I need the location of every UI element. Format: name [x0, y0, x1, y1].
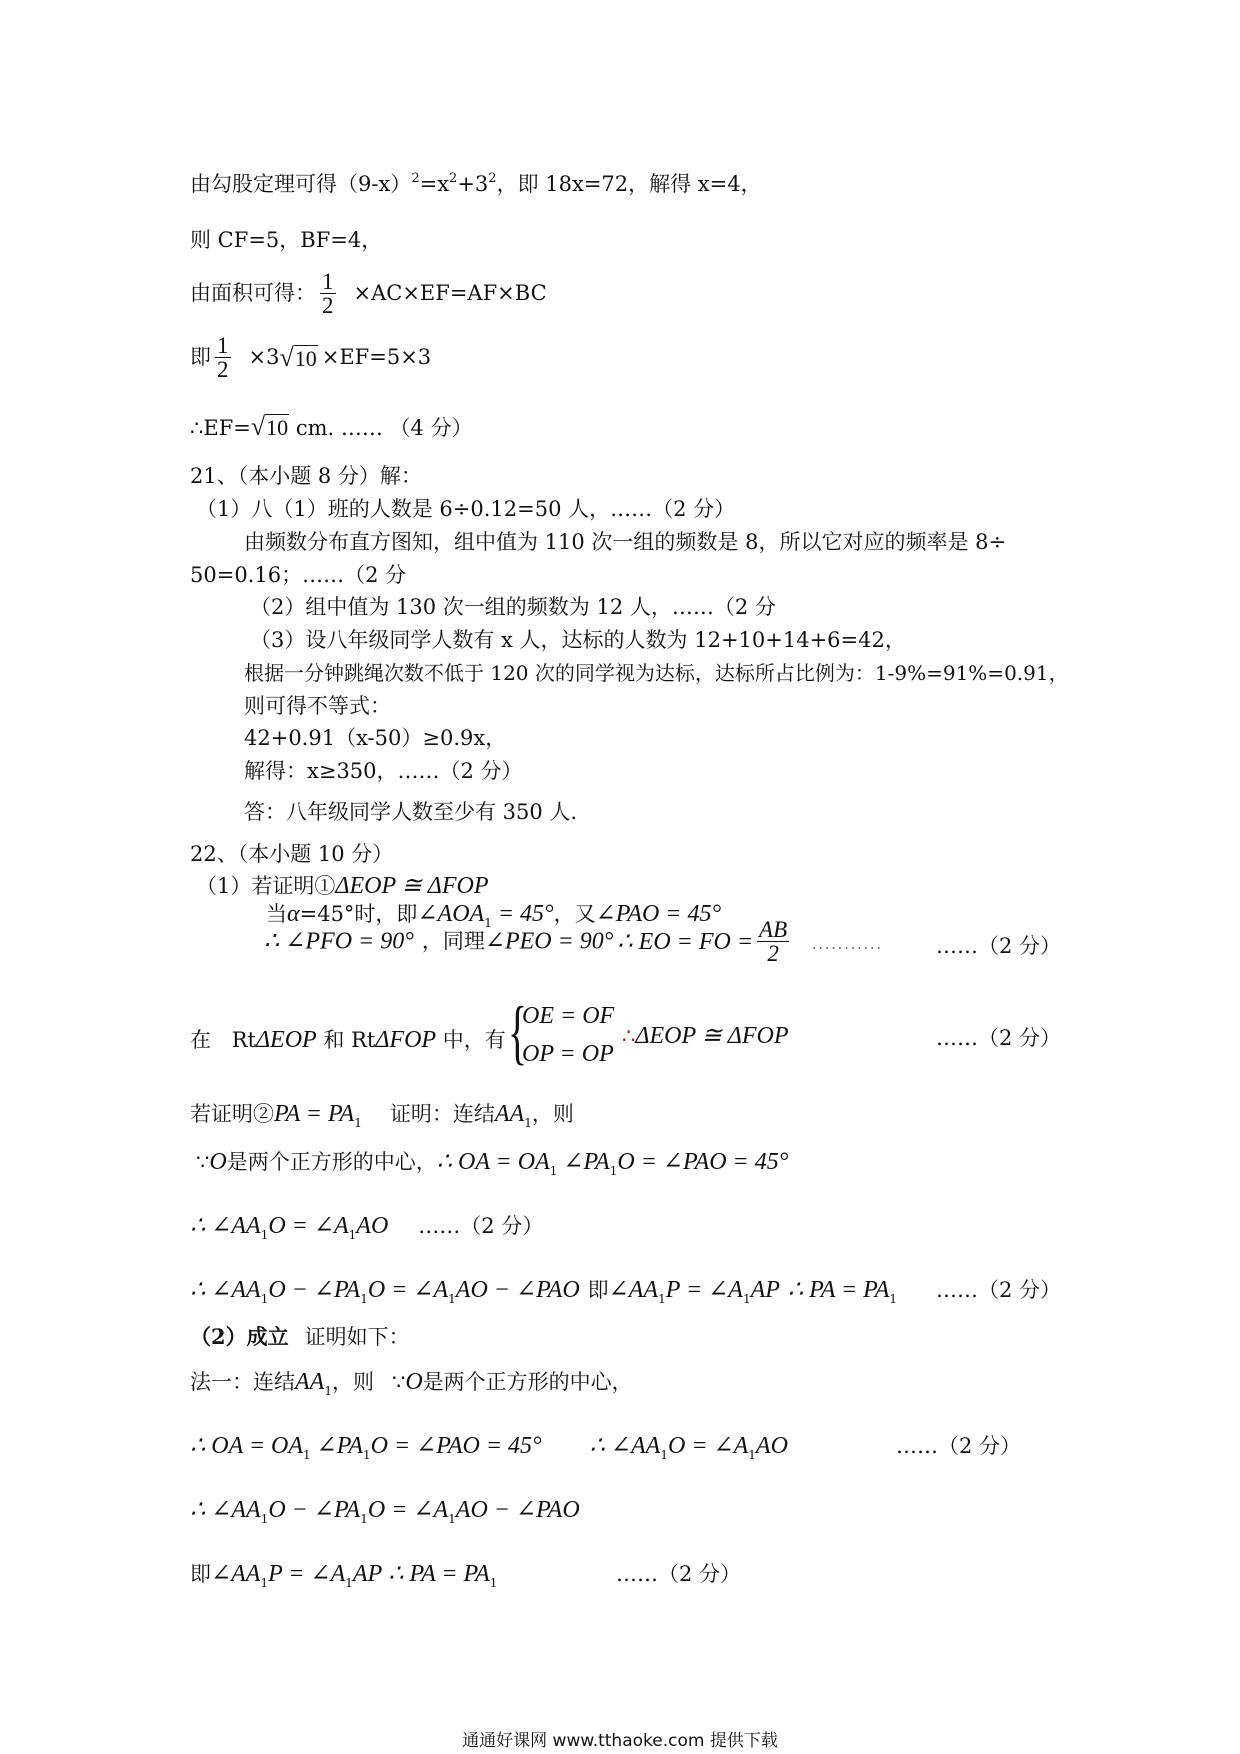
q22-proof2-title: 若证明②PA = $PA_1$ 证明：连结$AA_1$，则	[190, 1101, 574, 1130]
q21-part3-line2: 根据一分钟跳绳次数不低于 120 次的同学视为达标，达标所占比例为：1-9%=91%=0.91，	[244, 661, 1069, 685]
ef-result-line: ∴EF=√10 cm. …… （4 分）	[190, 412, 473, 441]
system-eq-2: OP = OP	[522, 1041, 614, 1067]
method1-line: 法一：连结$AA_1$，则 ∵O是两个正方形的中心，	[190, 1369, 633, 1398]
cf-bf-line: 则 CF=5，BF=4，	[190, 228, 383, 252]
q21-part3-line3: 则可得不等式：	[244, 694, 391, 718]
q22-rt-line-prefix: 在 RtΔEOP 和 RtΔFOP 中，有	[190, 1027, 506, 1053]
congruence-conclusion: ∴ΔEOP ≅ ΔFOP	[622, 1023, 789, 1049]
q22-alpha-line: 当α=45°时，即$\angle AOA_1 = 45^\circ$，又∠PAO = 45°	[266, 901, 722, 930]
area-line: 由面积可得： $\frac{1}{2}$ ×AC×EF=AF×BC	[190, 269, 547, 318]
half-fraction: $\frac{1}{2}$	[217, 333, 229, 382]
half-fraction: $\frac{1}{2}$	[322, 269, 334, 318]
q21-part1-line3: 50=0.16；……（2 分	[190, 563, 407, 587]
q22-center-line: ∵O是两个正方形的中心，∴ OA = $OA_1$ $\angle PA_1O$ = ∠PAO = 45°	[196, 1149, 789, 1178]
method1-oa-line: ∴ OA = $OA_1$ $\angle PA_1O$ = ∠PAO = 45° ∴ $\angle AA_1O$ = $\angle A_1AO$	[190, 1433, 788, 1462]
sqrt-10: √10	[279, 342, 317, 372]
q22-angle-diff-line: ∴ $\angle AA_1O$ − $\angle PA_1O$ = $\angle A_1AO$ − ∠PAO 即$\angle AA_1P$ = $\angle A_1AP$ ∴ PA = $PA_1$	[190, 1277, 898, 1306]
therefore-icon: ∴	[622, 1024, 636, 1048]
q21-answer: 答：八年级同学人数至少有 350 人.	[244, 800, 578, 824]
system-brace: {	[508, 992, 528, 1072]
pythagoras-line: 由勾股定理可得$(9-x)^2=x^2+3^2$，即 18x=72，解得 x=4，	[190, 171, 762, 196]
system-eq-1: OE = OF	[522, 1003, 615, 1029]
score-2: ……（2 分）	[936, 1026, 1062, 1050]
q21-heading: 21、（本小题 8 分）解：	[190, 464, 422, 488]
ab-over-2-fraction: $\frac{AB}{2}$	[759, 917, 788, 966]
score-2: ……（2 分）	[936, 1278, 1062, 1302]
sqrt-10: √10	[250, 412, 289, 441]
method1-diff-line: ∴ $\angle AA_1O$ − $\angle PA_1O$ = $\angle A_1AO$ − ∠PAO	[190, 1497, 580, 1526]
score-2: ……（2 分）	[616, 1562, 742, 1586]
q21-part1: （1）八（1）班的人数是 6÷0.12=50 人，……（2 分）	[196, 497, 736, 521]
footer-credit: 通通好课网 www.tthaoke.com 提供下载	[462, 1731, 778, 1751]
score-2: ……（2 分）	[936, 934, 1062, 958]
q22-heading: 22、（本小题 10 分）	[190, 842, 394, 866]
q21-part1-line2: 由频数分布直方图知，组中值为 110 次一组的频数是 8，所以它对应的频率是 8÷	[244, 530, 1007, 554]
q22-eo-fo-line: ∴ ∠PFO = 90° ，同理∠PEO = 90° ∴ EO = FO = $\frac{AB}{2}$	[264, 917, 788, 966]
q21-part3: （3）设八年级同学人数有 x 人，达标的人数为 12+10+14+6=42，	[250, 628, 906, 652]
q21-part2: （2）组中值为 130 次一组的频数为 12 人，……（2 分	[250, 595, 776, 619]
dotted-leader: ...........	[812, 937, 883, 953]
q21-inequality: 42+0.91（x-50）≥0.9x，	[244, 726, 507, 750]
q22-proof1-title: （1）若证明①ΔEOP ≅ ΔFOP	[196, 873, 489, 899]
q22-angle-equal-line: ∴ $\angle AA_1O$ = $\angle A_1AO$ ……（2 分）	[190, 1213, 544, 1242]
method1-conclusion-line: 即$\angle AA_1P$ = $\angle A_1AP$ ∴ PA = $PA_1$	[190, 1561, 498, 1590]
q21-solution: 解得：x≥350，……（2 分）	[244, 759, 523, 783]
area-equation-line: 即 $\frac{1}{2}$ ×3√10 ×EF=5×3	[190, 333, 432, 382]
score-2: ……（2 分）	[896, 1434, 1022, 1458]
q22-part2-title: （2）成立 证明如下：	[190, 1324, 410, 1349]
